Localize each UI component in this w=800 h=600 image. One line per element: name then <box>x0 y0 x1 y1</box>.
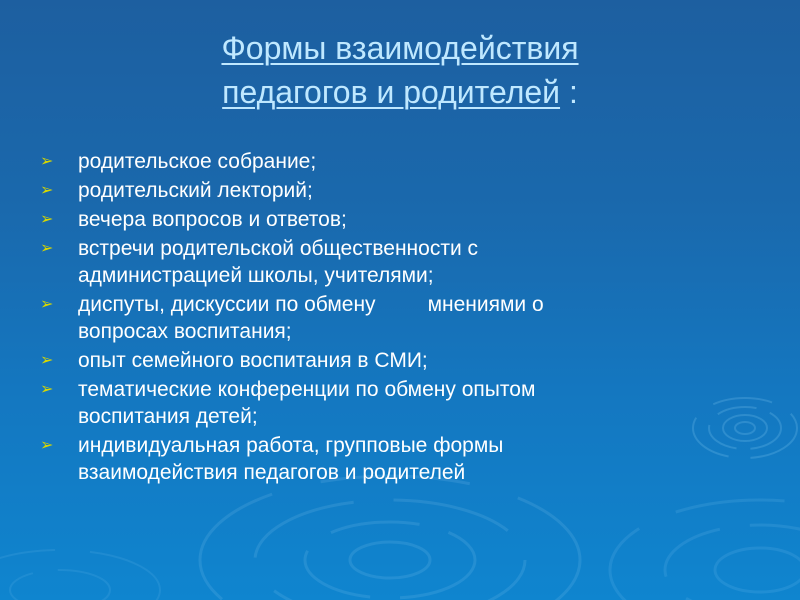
list-item-text-line-1: встречи родительской общественности с <box>78 237 479 260</box>
arrow-bullet-icon: ➢ <box>40 153 54 170</box>
list-item-conferences <box>40 376 740 430</box>
list-item-text: опыт семейного воспитания в СМИ; <box>78 349 428 372</box>
list-item-parent-lectures <box>40 177 740 204</box>
list-item-text: родительское собрание; <box>78 150 317 173</box>
list-item-text-line-1b: мнениями о <box>427 293 544 316</box>
list-item-text-line-2: администрацией школы, учителями; <box>78 264 434 287</box>
list-item-text: вечера вопросов и ответов; <box>78 208 347 231</box>
list-item-meetings-administration <box>40 235 740 289</box>
list-item-debates <box>40 291 740 345</box>
arrow-bullet-icon: ➢ <box>40 352 54 369</box>
title-line-2 <box>80 70 720 114</box>
list-item-qa-evenings <box>40 206 740 233</box>
title-text-1: Формы взаимодействия <box>221 30 579 66</box>
arrow-bullet-icon: ➢ <box>40 381 54 398</box>
arrow-bullet-icon: ➢ <box>40 437 54 454</box>
title-text-2: педагогов и родителей <box>222 74 561 110</box>
title-line-1 <box>80 26 720 70</box>
list-item-text-line-1a: диспуты, дискуссии по обмену <box>78 293 376 316</box>
list-item-text-line-2: воспитания детей; <box>78 405 258 428</box>
list-item-text-line-1: индивидуальная работа, групповые формы <box>78 434 504 457</box>
list-item-text-line-2: вопросах воспитания; <box>78 320 292 343</box>
list-item-parent-meeting <box>40 148 740 175</box>
arrow-bullet-icon: ➢ <box>40 211 54 228</box>
arrow-bullet-icon: ➢ <box>40 296 54 313</box>
list-item-text-line-1: тематические конференции по обмену опытом <box>78 378 536 401</box>
list-item-text-line-2: взаимодействия педагогов и родителей <box>78 461 466 484</box>
list-item-individual-work <box>40 432 740 486</box>
arrow-bullet-icon: ➢ <box>40 182 54 199</box>
forms-list <box>40 148 740 488</box>
list-item-text: родительский лекторий; <box>78 179 313 202</box>
title-colon: : <box>560 74 578 110</box>
list-item-media-experience <box>40 347 740 374</box>
slide-title <box>80 26 720 114</box>
arrow-bullet-icon: ➢ <box>40 240 54 257</box>
